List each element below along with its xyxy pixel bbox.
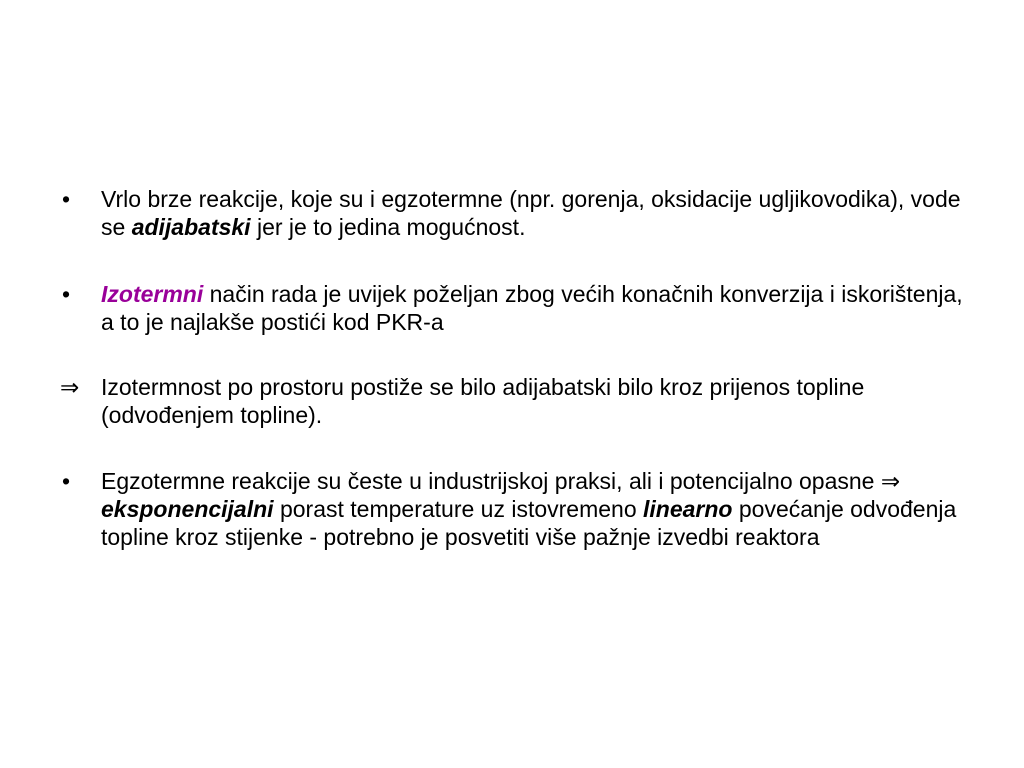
bullet-text [101,185,970,241]
emphasis-izotermni: Izotermni [101,281,204,307]
bullet-marker: • [62,186,71,212]
bullet-item-isothermal [60,280,970,336]
emphasis-eksponencijalni: eksponencijalni [101,496,274,522]
bullet-item-adiabatic [60,185,970,241]
bullet-text [101,467,970,551]
text-segment: povećanje odvođenja topline kroz stijenke - potrebno je posvetiti više pažnje izvedbi reaktora [101,496,957,550]
text-segment: način rada je uvijek poželjan zbog većih konačnih konverzija i iskorištenja, a to je najlakše postići kod PKR-a [101,281,963,335]
bullet-text [101,373,970,429]
implies-arrow-icon: ⇒ [60,374,80,400]
implies-arrow-icon: ⇒ [880,468,901,494]
text-segment: Izotermnost po prostoru postiže se bilo adijabatski bilo kroz prijenos topline (odvođenjem topline). [101,374,865,428]
text-segment: Egzotermne reakcije su česte u industrijskoj praksi, ali i potencijalno opasne [101,468,881,494]
emphasis-adijabatski: adijabatski [131,214,251,240]
arrow-item-isothermality [60,373,970,429]
text-segment: porast temperature uz istovremeno [273,496,644,522]
bullet-marker: • [62,281,71,307]
bullet-text [101,280,970,336]
bullet-item-exothermic [60,467,970,551]
emphasis-linearno: linearno [643,496,733,522]
bullet-marker: • [62,468,71,494]
text-segment: jer je to jedina mogućnost. [250,214,526,240]
text-segment: Vrlo brze reakcije, koje su i egzotermne (npr. gorenja, oksidacije ugljikovodika), vode se [101,186,961,240]
